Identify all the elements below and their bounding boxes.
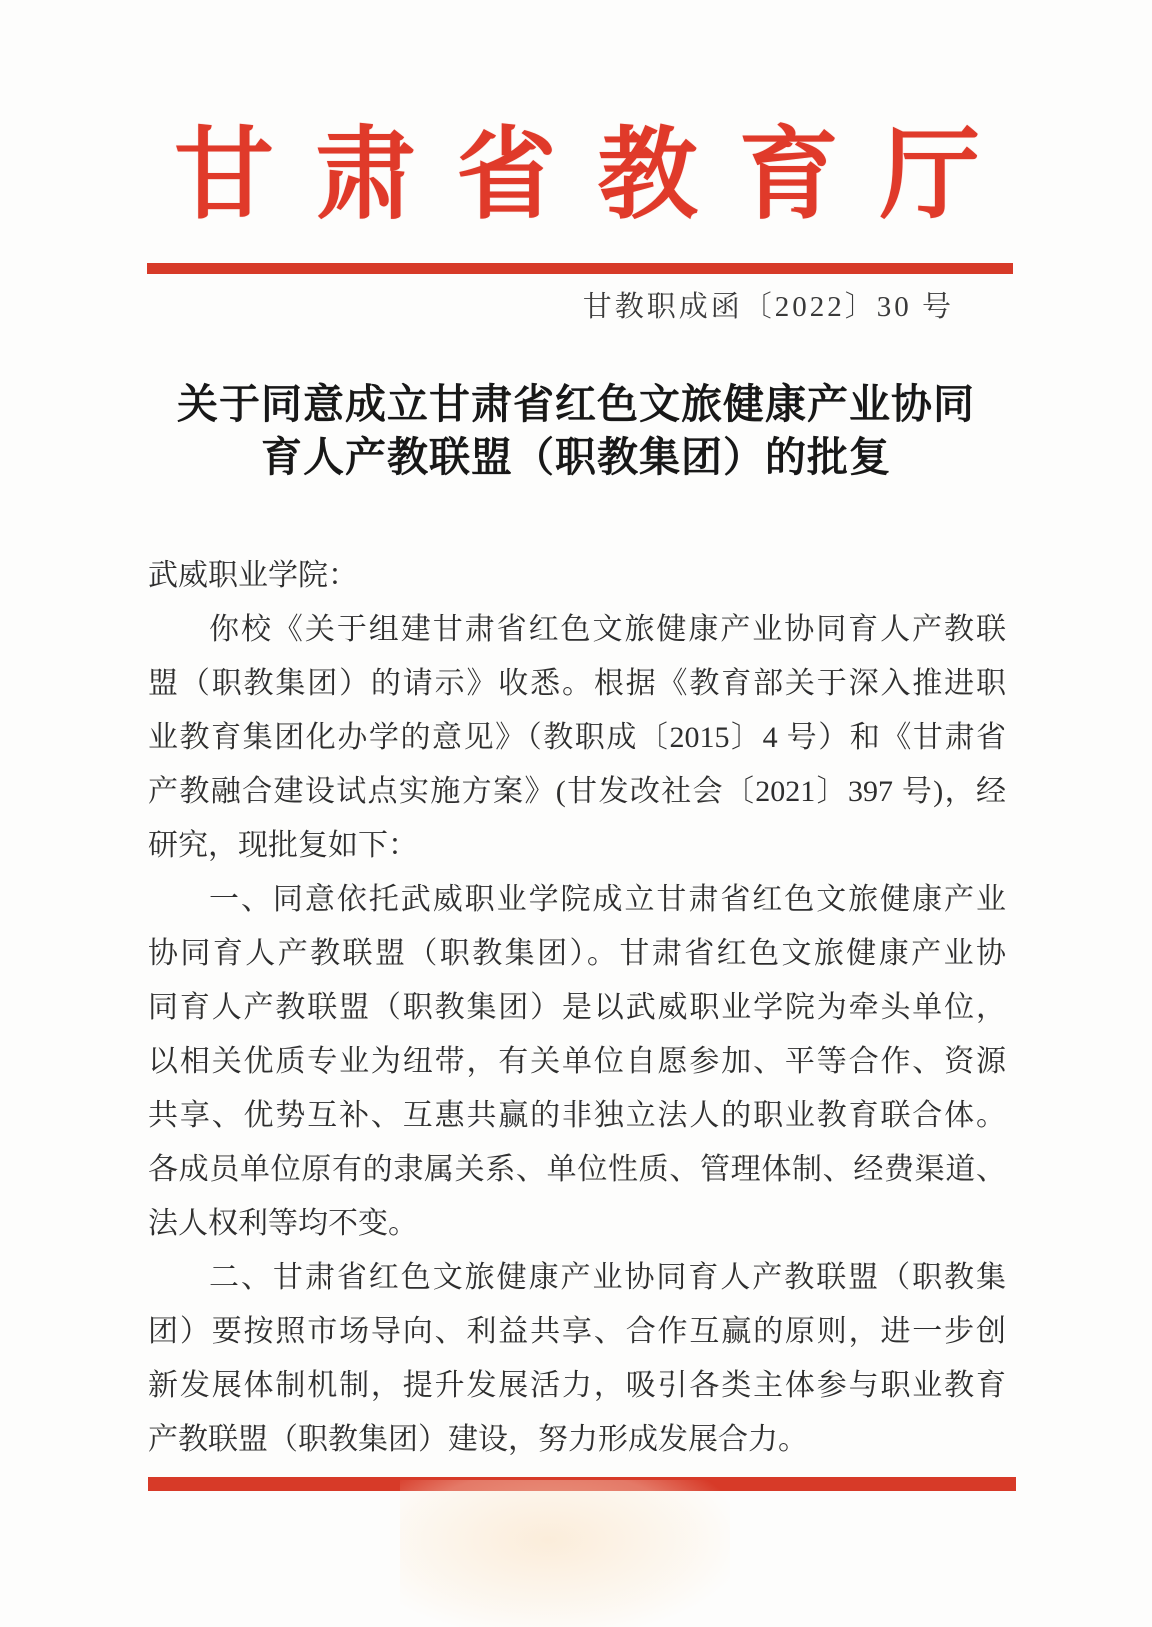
body-line: 同育人产教联盟（职教集团）是以武威职业学院为牵头单位， [148, 991, 1006, 1024]
body-line: 二、甘肃省红色文旅健康产业协同育人产教联盟（职教集 [209, 1261, 1006, 1294]
document-title-line-2: 育人产教联盟（职教集团）的批复 [261, 434, 891, 480]
document-title [100, 378, 1052, 484]
body-line: 你校《关于组建甘肃省红色文旅健康产业协同育人产教联 [209, 613, 1006, 646]
document-title-line-1: 关于同意成立甘肃省红色文旅健康产业协同 [177, 381, 975, 427]
letterhead-divider [147, 263, 1013, 274]
body-line: 盟（职教集团）的请示》收悉。根据《教育部关于深入推进职 [148, 667, 1006, 700]
document-reference-number: 甘教职成函〔2022〕30 号 [582, 291, 954, 323]
body-line: 业教育集团化办学的意见》（教职成〔2015〕4 号）和《甘肃省 [148, 721, 1006, 754]
document-body [148, 549, 1006, 1467]
body-line: 协同育人产教联盟（职教集团）。甘肃省红色文旅健康产业协 [148, 937, 1006, 970]
body-line: 产教联盟（职教集团）建设，努力形成发展合力。 [148, 1423, 808, 1456]
body-line: 一、同意依托武威职业学院成立甘肃省红色文旅健康产业 [209, 883, 1006, 916]
footer-divider [148, 1477, 1016, 1491]
body-line: 产教融合建设试点实施方案》(甘发改社会〔2021〕397 号)，经 [148, 775, 1006, 808]
agency-letterhead: 甘肃省教育厅 [174, 120, 980, 231]
body-line: 新发展体制机制，提升发展活力，吸引各类主体参与职业教育 [148, 1369, 1006, 1402]
body-line: 团）要按照市场导向、利益共享、合作互赢的原则，进一步创 [148, 1315, 1006, 1348]
body-line: 法人权利等均不变。 [148, 1207, 418, 1240]
body-line: 各成员单位原有的隶属关系、单位性质、管理体制、经费渠道、 [148, 1153, 1006, 1186]
scan-artifact [400, 1480, 730, 1627]
body-line: 研究，现批复如下： [148, 829, 418, 862]
salutation-line: 武威职业学院： [148, 559, 358, 592]
body-line: 共享、优势互补、互惠共赢的非独立法人的职业教育联合体。 [148, 1099, 1006, 1132]
body-line: 以相关优质专业为纽带，有关单位自愿参加、平等合作、资源 [148, 1045, 1006, 1078]
